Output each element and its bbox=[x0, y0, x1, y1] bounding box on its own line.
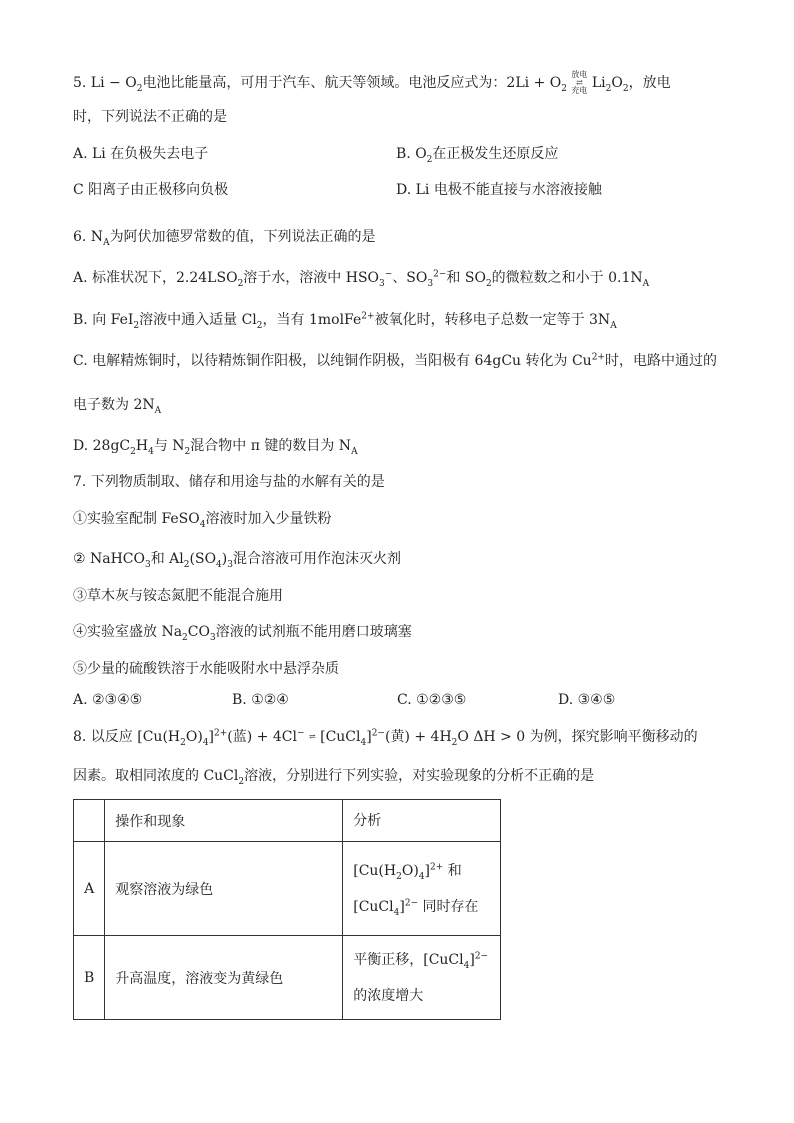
table-row bbox=[74, 842, 501, 936]
q5-stem-line2: 时，下列说法不正确的是 bbox=[73, 109, 227, 125]
q5-text: ，放电 bbox=[628, 75, 671, 91]
q5-text: O bbox=[611, 75, 623, 91]
row-label: B bbox=[74, 936, 105, 1020]
q7-item-5: ⑤少量的硫酸铁溶于水能吸附水中悬浮杂质 bbox=[73, 661, 339, 677]
q6-option-d: D. $28gC_2H_4$与 $N_2$混合物中 π 键的数目为 $N_A$ bbox=[73, 438, 358, 457]
q5-option-b: B. $O_2$在正极发生还原反应 bbox=[396, 146, 559, 165]
q7-stem: 7. 下列物质制取、储存和用途与盐的水解有关的是 bbox=[73, 474, 385, 490]
q8-stem-line1: 8. 以反应 $[Cu(H_2O)_4]^{2+}$(蓝) + 4Cl− ⇌ [CuCl$_4$]$^{2-}$(黄) + $4H_2O$ ΔH > 0 为例，探究影响平衡移动的 bbox=[73, 728, 698, 748]
q5-text: Li bbox=[587, 75, 606, 91]
q7-option-b: B. ①②④ bbox=[232, 692, 289, 708]
table-header-row bbox=[74, 800, 501, 842]
q7-item-4: ④实验室盛放 $Na_2CO_3$溶液的试剂瓶不能用磨口玻璃塞 bbox=[73, 624, 412, 643]
q5-option-c: C 阳离子由正极移向负极 bbox=[73, 182, 229, 198]
q6-option-c-line1: C. 电解精炼铜时，以待精炼铜作阳极，以纯铜作阴极，当阳极有 64gCu 转化为 $Cu^{2+}$时，电路中通过的 bbox=[73, 352, 717, 369]
q7-option-d: D. ③④⑤ bbox=[558, 692, 616, 708]
q5-stem-line1: 5. $Li - O_2$电池比能量高，可用于汽车、航天等领域。电池反应式为：$2Li + O_2$ 放电 ⇄ 充电 $Li_2O_2$，放电 bbox=[73, 70, 671, 95]
table-header-cell: 操作和现象 bbox=[105, 800, 343, 842]
equilibrium-arrow-icon: ⇌ bbox=[308, 732, 316, 741]
q7-option-a: A. ②③④⑤ bbox=[73, 692, 143, 708]
q5-text: 电池比能量高，可用于汽车、航天等领域。电池反应式为：2Li + O bbox=[142, 75, 562, 91]
q5-option-a: A. Li 在负极失去电子 bbox=[73, 146, 209, 162]
table-cell: 升高温度，溶液变为黄绿色 bbox=[105, 936, 343, 1020]
table-row bbox=[74, 936, 501, 1020]
reaction-arrow-icon: 放电 ⇄ 充电 bbox=[571, 70, 588, 95]
q8-table bbox=[73, 799, 501, 1020]
q7-item-1: ①实验室配制 FeSO$_4$溶液时加入少量铁粉 bbox=[73, 511, 332, 530]
q5-option-d: D. Li 电极不能直接与水溶液接触 bbox=[396, 182, 602, 198]
q7-item-2: ② NaHCO$_3$和 $Al_2(SO_4)_3$混合溶液可用作泡沫灭火剂 bbox=[73, 551, 401, 570]
q7-option-c: C. ①②③⑤ bbox=[397, 692, 467, 708]
table-cell: 平衡正移，[CuCl$_4$]$^{2-}$ 的浓度增大 bbox=[343, 936, 501, 1020]
q8-stem-line2: 因素。取相同浓度的 CuCl$_2$溶液，分别进行下列实验，对实验现象的分析不正确的是 bbox=[73, 768, 595, 787]
table-header-cell bbox=[74, 800, 105, 842]
q7-item-3: ③草木灰与铵态氮肥不能混合施用 bbox=[73, 588, 283, 604]
table-header-cell: 分析 bbox=[343, 800, 501, 842]
table-cell: 观察溶液为绿色 bbox=[105, 842, 343, 936]
q6-option-b: B. 向 FeI$_2$溶液中通入适量 $Cl_2$，当有 1molFe$^{2+}$被氧化时，转移电子总数一定等于 $3N_A$ bbox=[73, 311, 617, 331]
table-cell: $[Cu(H_2O)_4]^{2+}$ 和 [CuCl$_4$]$^{2-}$ 同时存在 bbox=[343, 842, 501, 936]
q6-option-a: A. 标准状况下，$2.24LSO_2$溶于水，溶液中 $HSO_3^-$、$SO_3^{2-}$和 $SO_2$的微粒数之和小于 $0.1N_A$ bbox=[73, 269, 650, 289]
q5-text: 5. Li − O bbox=[73, 75, 137, 91]
q6-option-c-line2: 电子数为 $2N_A$ bbox=[73, 397, 162, 416]
row-label: A bbox=[74, 842, 105, 936]
q6-stem: 6. $N_A$为阿伏加德罗常数的值，下列说法正确的是 bbox=[73, 229, 376, 248]
